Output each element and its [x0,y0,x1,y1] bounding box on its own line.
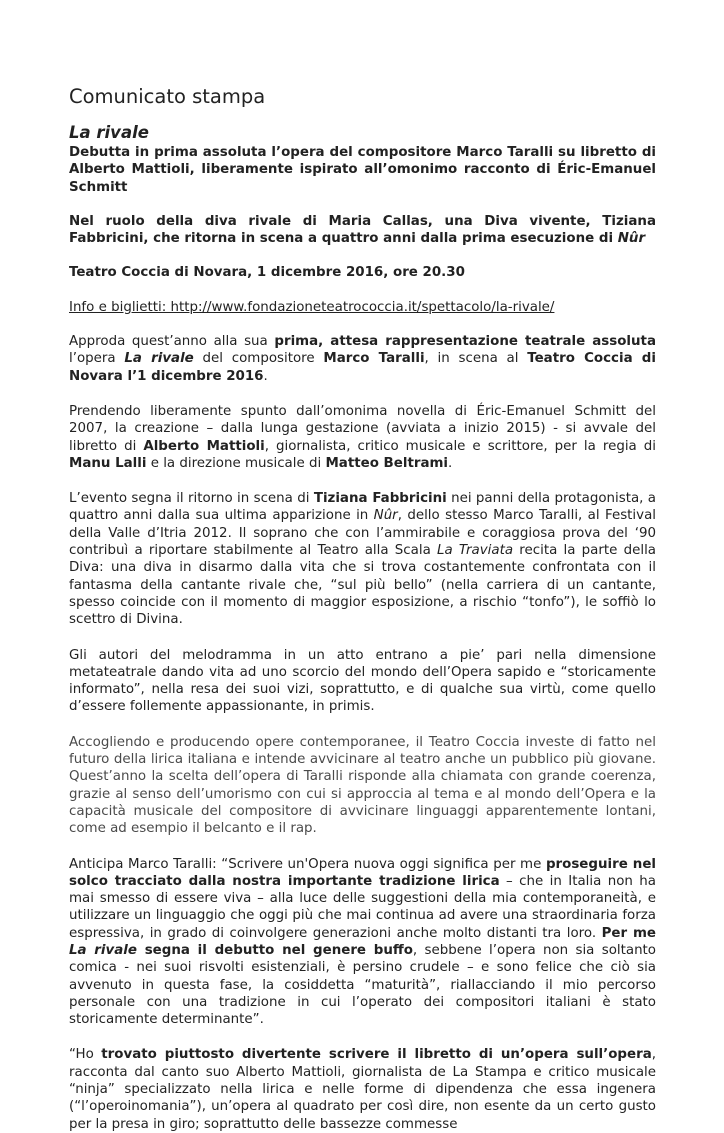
page-title: Comunicato stampa [69,85,266,108]
paragraph-5: Accogliendo e producendo opere contemporanee, il Teatro Coccia investe di fatto nel futuro della lirica italiana e intende avvicinare al teatro anche un pubblico più giovane. Quest’anno la scelta dell’opera di Taralli risponde alla chiamata con grande coerenza, grazie al senso dell’umorismo con cui si approccia al tema e al mondo dell’Opera e la capacità musicale del compositore di avvicinare linguaggi apparentemente lontani, come ad esempio il belcanto e il rap. [69,734,656,837]
bold-text: trovato piuttosto divertente scrivere il libretto di un’opera sull’opera [101,1047,652,1063]
text: , giornalista, critico musicale e scrittore, per la regia di [264,438,656,454]
text: , racconta dal canto suo Alberto Mattioli, giornalista de La Stampa e critico musicale “ninja” specializzato nella lirica e nelle forme di dipendenza che essa ingenera (“l’operoinomania”), un’opera al quadrato per così dire, non esente da un certo gusto per la presa in giro; soprattutto delle bassezze commesse [69,1047,656,1132]
bold-text: Matteo Beltrami [325,455,449,471]
venue-date: Teatro Coccia di Novara, 1 dicembre 2016, ore 20.30 [69,265,465,281]
text: – che in Italia non ha mai smesso di essere viva – alla luce delle suggestioni della mia contemporaneità, e utilizzare un linguaggio che oggi più che mai continua ad avere una straordinaria forza espressiva, in grado di coinvolgere generazioni anche molto distanti tra loro. [69,873,656,941]
text: Prendendo liberamente spunto dall’omonima novella di Éric-Emanuel Schmitt del 2007, la creazione – dalla lunga gestazione (avviata a inizio 2015) - si avvale del libretto di [69,403,656,454]
paragraph-3 [69,490,656,628]
lead-paragraph: Debutta in prima assoluta l’opera del compositore Marco Taralli su libretto di Alberto Mattioli, liberamente ispirato all’omonimo racconto di Éric-Emanuel Schmitt [69,145,656,195]
paragraph-7 [69,1046,656,1132]
paragraph-4: Gli autori del melodramma in un atto entrano a pie’ pari nella dimensione metateatrale dando vita ad uno scorcio del mondo dell’Opera sapido e “storicamente informato”, nella resa dei suoi vizi, soprattutto, e di qualche sua virtù, come quello d’essere follemente appassionante, in primis. [69,647,656,715]
text: “Ho [69,1047,102,1063]
opera-title-inline: La rivale [69,942,137,958]
bold-text: proseguire nel solco tracciato dalla nostra importante tradizione lirica [69,856,656,889]
paragraph-2 [69,403,656,472]
bold-text: Per me [601,925,657,941]
bold-text: prima, attesa rappresentazione teatrale assoluta [274,334,656,350]
italic-text: La Traviata [437,543,514,559]
lead-cast-title: Nûr [617,231,646,247]
text: recita la parte della Diva: una diva in disarmo dalla vita che si trova costantemente confrontata con il fantasma della cantante rivale che, “sul più bello” (nella carriera di un cantante, spesso coincide con il momento di maggior esposizione, a rischio “tonfo”), le soffiò lo scettro di Divina. [69,543,656,628]
bold-text: Alberto Mattioli [143,438,265,454]
bold-text: Marco Taralli [323,351,425,367]
lead-cast-text: Nel ruolo della diva rivale di Maria Callas, una Diva vivente, Tiziana Fabbricini, che ritorna in scena a quattro anni dalla prima esecuzione di [69,213,656,247]
text: , in scena al [424,351,528,367]
bold-text: segna il debutto nel genere buffo [136,942,413,958]
info-link[interactable]: Info e biglietti: http://www.fondazioneteatrococcia.it/spettacolo/la-rivale/ [69,299,555,315]
text: . [263,368,268,384]
paragraph-1 [69,333,656,385]
opera-title: La rivale [69,123,149,142]
text: l’opera [69,351,125,367]
paragraph-6 [69,856,656,1029]
press-release-page [69,84,656,1133]
bold-text: Teatro Coccia di Novara l’1 dicembre 2016 [69,351,656,384]
text: e la direzione musicale di [146,455,326,471]
text: . [448,455,453,471]
text: Approda quest’anno alla sua [69,334,275,350]
text: del compositore [193,351,324,367]
text: , sebbene l’opera non sia soltanto comica - nei suoi risvolti esistenziali, è persino crudele – e sono felice che ciò sia avvenuto in questa fase, la cosiddetta “maturità”, riallacciando il mio percorso personale con una tradizione in cui l’operato dei compositori italiani è stato storicamente determinante”. [69,942,656,1028]
opera-title-inline: La rivale [124,351,194,367]
bold-text: Manu Lalli [69,455,147,471]
text: Anticipa Marco Taralli: “Scrivere un'Opera nuova oggi significa per me [69,856,546,872]
lead-cast-paragraph [69,213,656,248]
text: nei panni della protagonista, a quattro anni dalla sua ultima apparizione in [69,491,656,524]
text: L’evento segna il ritorno in scena di [69,491,314,507]
text: , dello stesso Marco Taralli, al Festival della Valle d’Itria 2012. Il soprano che con l’ammirabile e coraggiosa prova del ‘90 contribuì a riportare stabilmente al Teatro alla Scala [69,508,656,559]
italic-text: Nûr [373,508,398,524]
bold-text: Tiziana Fabbricini [313,491,447,507]
